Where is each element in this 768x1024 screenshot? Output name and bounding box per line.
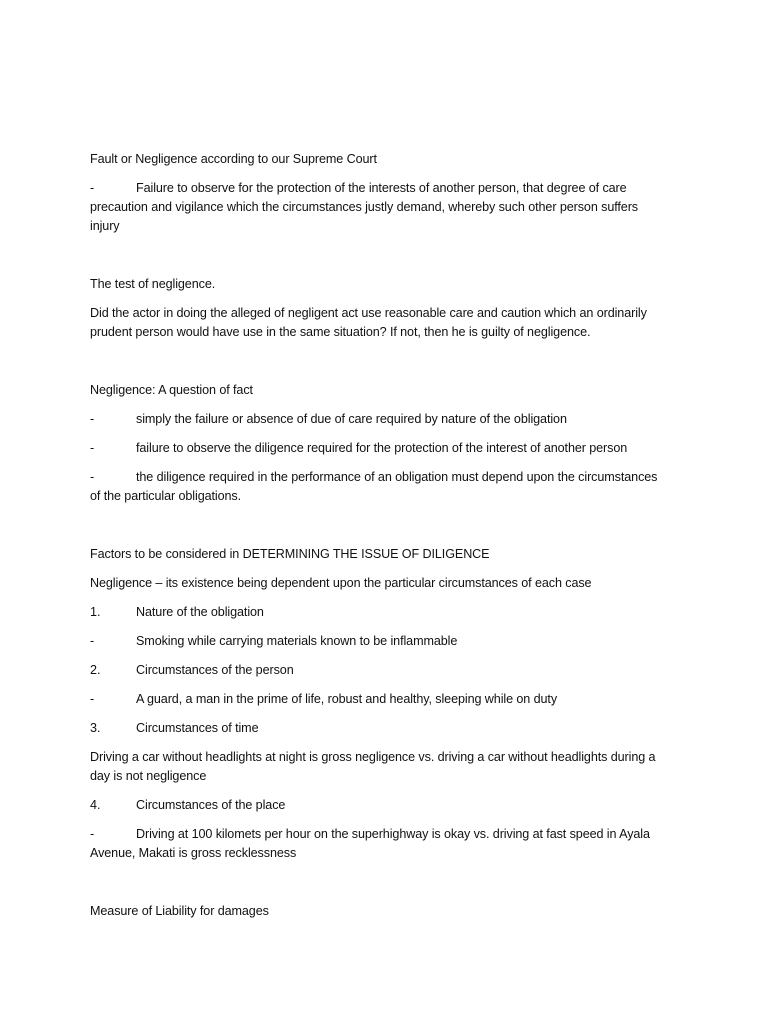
factor-item: Circumstances of time: [136, 721, 259, 735]
section-heading-test: The test of negligence.: [90, 277, 216, 291]
paragraph-line: Failure to observe for the protection of the interests of another person, that degree of care: [136, 181, 627, 195]
factor-example: day is not negligence: [90, 769, 207, 783]
section-heading-liability: Measure of Liability for damages: [90, 904, 269, 918]
paragraph-line: prudent person would have use in the same situation? If not, then he is guilty of negligence.: [90, 325, 591, 339]
bullet-marker: -: [90, 827, 95, 841]
paragraph-line: injury: [90, 219, 120, 233]
list-number: 4.: [90, 798, 101, 812]
list-item-continuation: of the particular obligations.: [90, 489, 242, 503]
paragraph-line: precaution and vigilance which the circumstances justly demand, whereby such other person suffers: [90, 200, 638, 214]
bullet-marker: -: [90, 441, 95, 455]
list-number: 1.: [90, 605, 101, 619]
factor-item: Circumstances of the place: [136, 798, 286, 812]
bullet-marker: -: [90, 470, 95, 484]
factor-item: Circumstances of the person: [136, 663, 294, 677]
factor-example: Driving at 100 kilomets per hour on the superhighway is okay vs. driving at fast speed in Ayala: [136, 827, 650, 841]
factor-example: Avenue, Makati is gross recklessness: [90, 846, 297, 860]
list-item: the diligence required in the performance of an obligation must depend upon the circumstances: [136, 470, 658, 484]
bullet-marker: -: [90, 634, 95, 648]
factor-example: Driving a car without headlights at night is gross negligence vs. driving a car without headlights during a: [90, 750, 656, 764]
paragraph-line: Negligence – its existence being dependent upon the particular circumstances of each case: [90, 576, 592, 590]
section-heading-factors: Factors to be considered in DETERMINING THE ISSUE OF DILIGENCE: [90, 547, 490, 561]
list-number: 2.: [90, 663, 101, 677]
bullet-marker: -: [90, 412, 95, 426]
factor-example: Smoking while carrying materials known to be inflammable: [136, 634, 458, 648]
list-item: simply the failure or absence of due of care required by nature of the obligation: [136, 412, 567, 426]
section-heading-question-of-fact: Negligence: A question of fact: [90, 383, 253, 397]
paragraph-line: Did the actor in doing the alleged of negligent act use reasonable care and caution which an ordinarily: [90, 306, 647, 320]
list-number: 3.: [90, 721, 101, 735]
list-item: failure to observe the diligence required for the protection of the interest of another person: [136, 441, 628, 455]
bullet-marker: -: [90, 181, 95, 195]
bullet-marker: -: [90, 692, 95, 706]
factor-item: Nature of the obligation: [136, 605, 264, 619]
factor-example: A guard, a man in the prime of life, robust and healthy, sleeping while on duty: [136, 692, 558, 706]
section-heading-fault: Fault or Negligence according to our Supreme Court: [90, 152, 377, 166]
